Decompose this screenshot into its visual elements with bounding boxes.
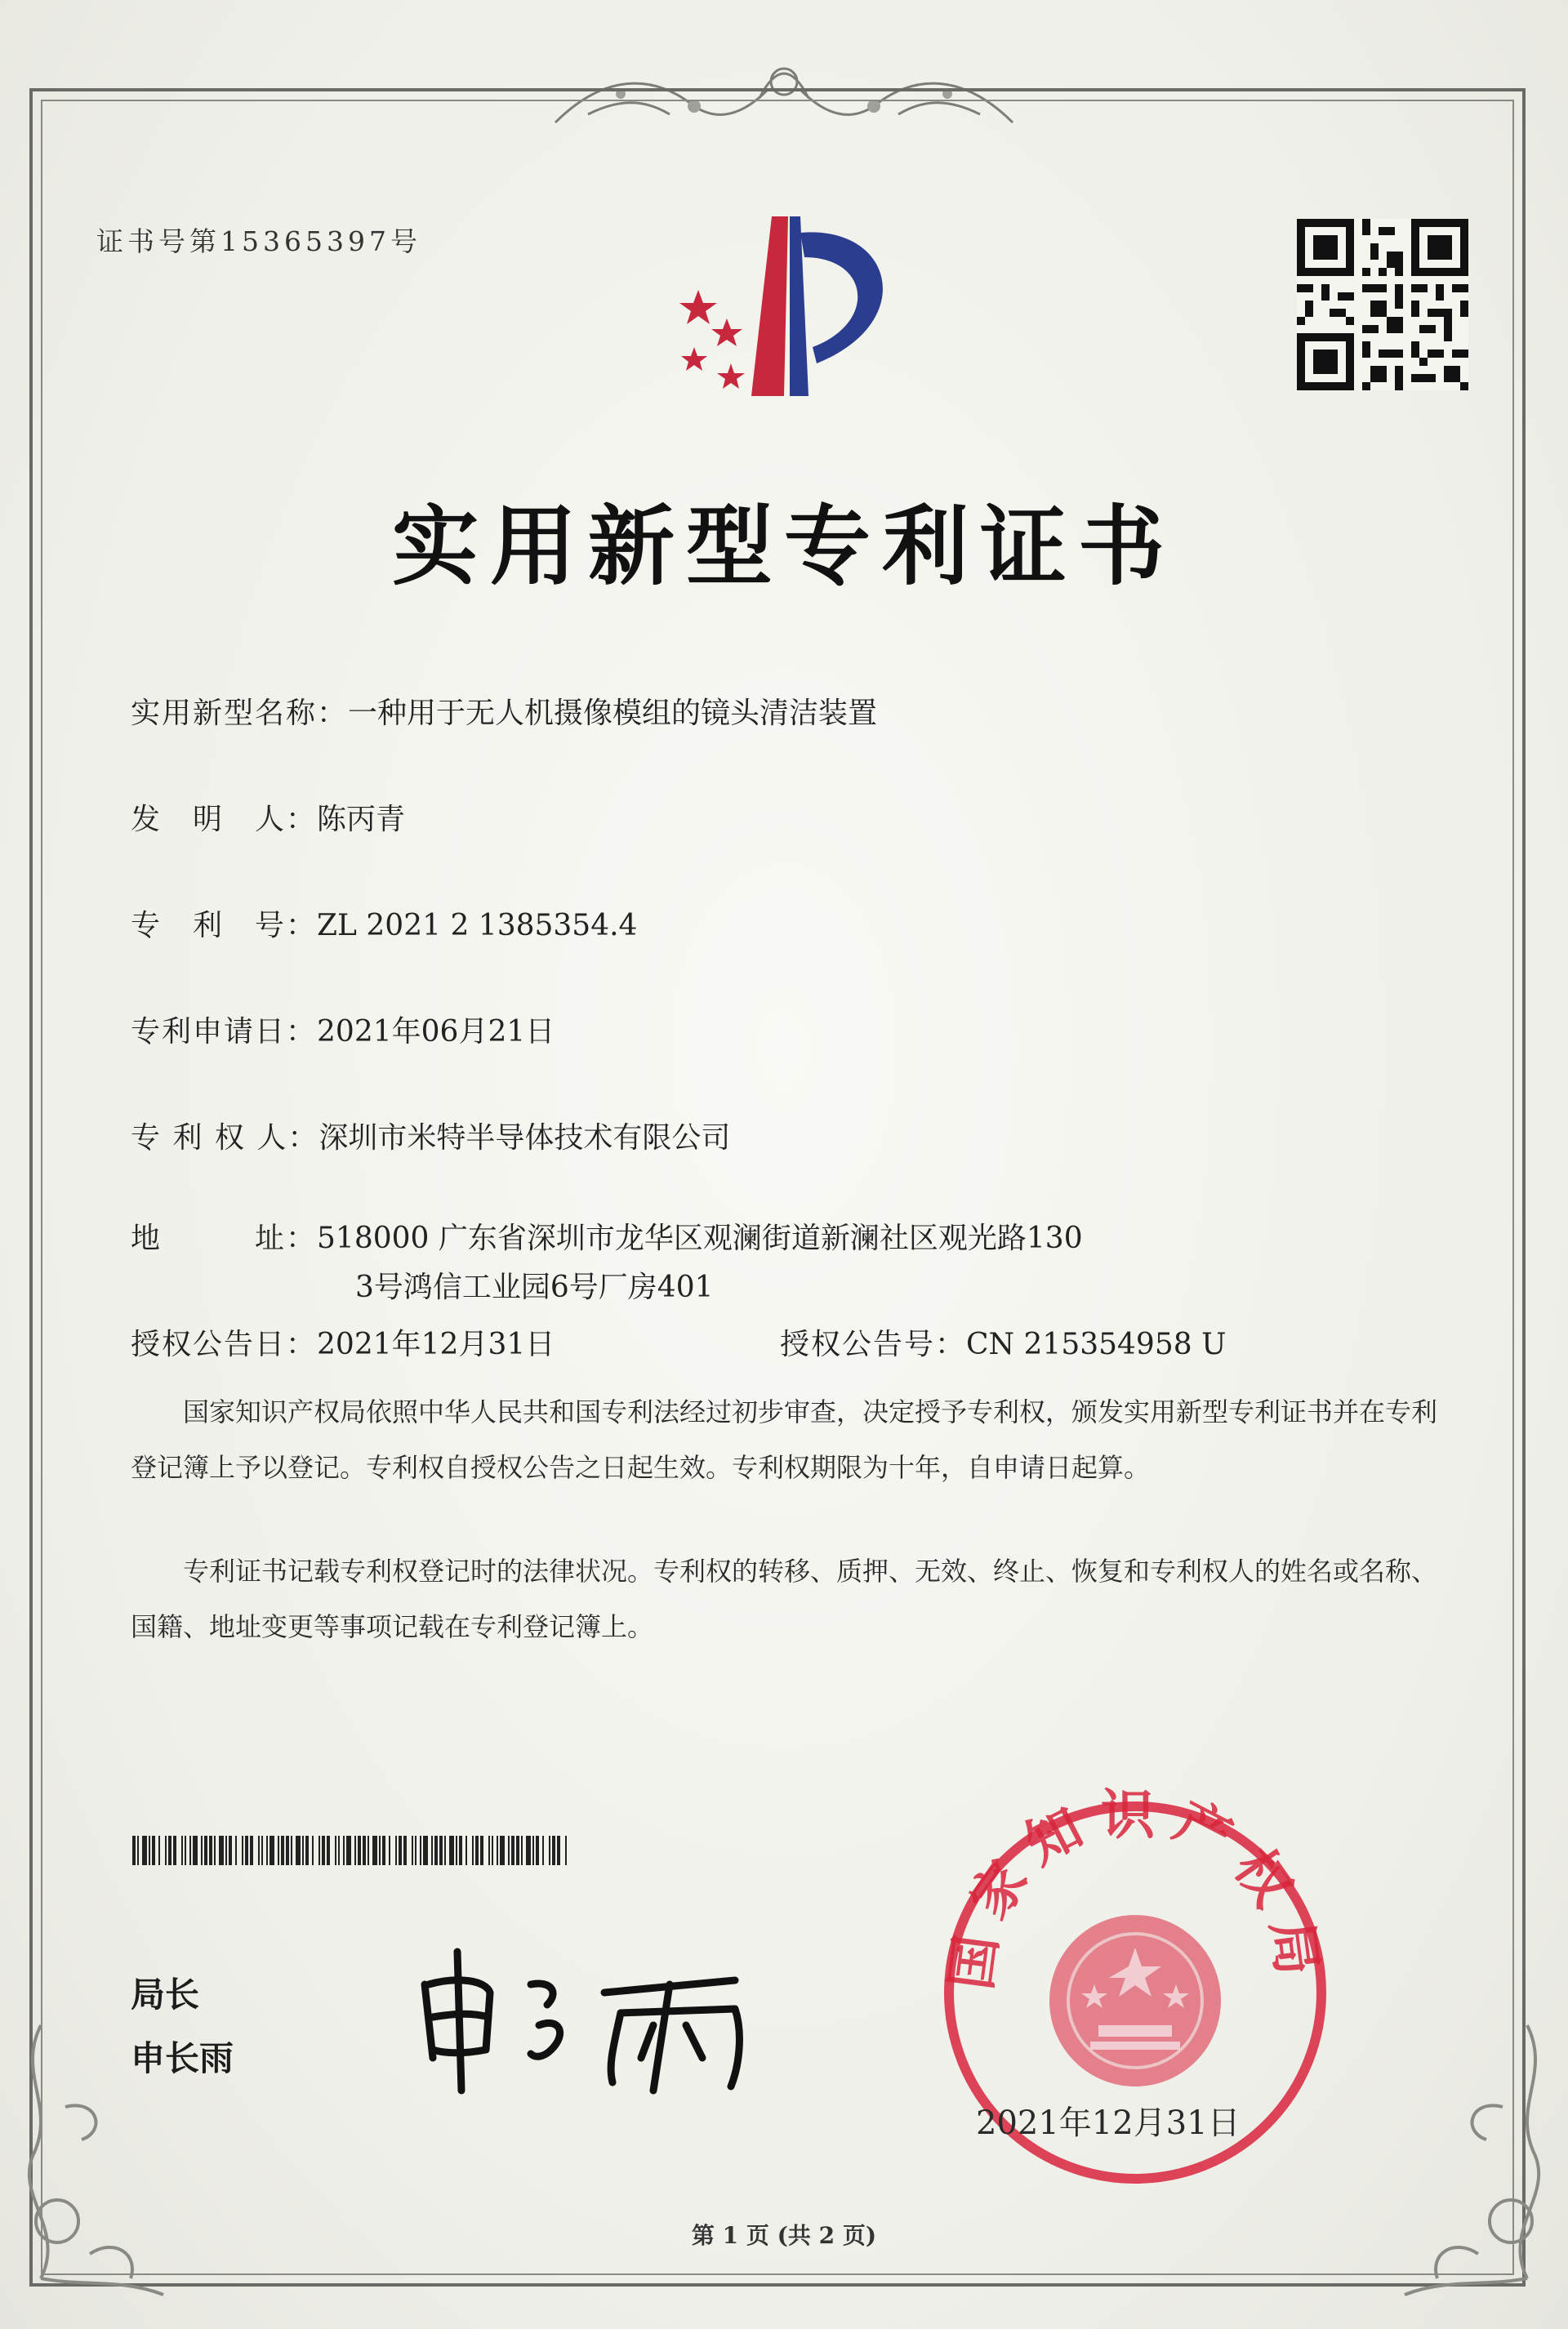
field-patent-no-row — [131, 902, 637, 944]
field-grant-no-row — [780, 1321, 1226, 1363]
field-patent-no-label: 专 利 号： — [131, 909, 318, 942]
field-holder-value: 深圳市米特半导体技术有限公司 — [318, 1121, 731, 1155]
field-grant-date-label: 授权公告日： — [131, 1328, 318, 1361]
field-address-line2: 3号鸿信工业园6号厂房401 — [355, 1271, 714, 1304]
legal-paragraph-2: 专利证书记载专利权登记时的法律状况。专利权的转移、质押、无效、终止、恢复和专利权人的姓名或名称、国籍、地址变更等事项记载在专利登记簿上。 — [131, 1556, 1438, 1642]
certificate-number: 证书号第15365397号 — [96, 225, 421, 257]
field-holder-label: 专 利 权 人： — [131, 1121, 319, 1155]
field-inventor-label: 发 明 人： — [131, 803, 318, 836]
field-inventor-value: 陈丙青 — [317, 803, 406, 836]
field-address-row — [131, 1215, 1083, 1257]
certificate-title: 实用新型专利证书 — [392, 497, 1176, 597]
field-name-value: 一种用于无人机摄像模组的镜头清洁装置 — [348, 697, 878, 730]
field-grant-date-row — [131, 1321, 555, 1363]
field-grant-no-label: 授权公告号： — [780, 1328, 967, 1361]
svg-text:国家知识产权局: 国家知识产权局 — [939, 1783, 1331, 1993]
bottom-right-ornament-icon — [1380, 2009, 1560, 2319]
field-inventor-row — [131, 796, 405, 838]
field-grant-no-value: CN 215354958 U — [966, 1328, 1227, 1361]
bottom-left-ornament-icon — [8, 2009, 188, 2319]
field-name-row — [131, 690, 877, 732]
field-address-line1: 518000 广东省深圳市龙华区观澜街道新澜社区观光路130 — [317, 1222, 1083, 1255]
signature-name: 申长雨 — [131, 2038, 234, 2078]
legal-paragraph-1: 国家知识产权局依照中华人民共和国专利法经过初步审查，决定授予专利权，颁发实用新型专利证书并在专利登记簿上予以登记。专利权自授权公告之日起生效。专利权期限为十年，自申请日起算。 — [131, 1396, 1438, 1483]
handwritten-signature-icon — [408, 1935, 784, 2099]
field-address-label: 地 址： — [131, 1222, 318, 1255]
field-patent-no-value: ZL 2021 2 1385354.4 — [317, 909, 638, 942]
field-name-label: 实用新型名称： — [131, 697, 349, 730]
field-grant-date-value: 2021年12月31日 — [317, 1328, 555, 1361]
field-app-date-label: 专利申请日： — [131, 1015, 318, 1049]
qr-code-icon — [1297, 219, 1468, 390]
signature-title: 局长 — [131, 1975, 200, 2015]
cnipa-logo-icon — [649, 200, 919, 404]
field-app-date-value: 2021年06月21日 — [317, 1015, 555, 1049]
field-holder-row — [131, 1115, 730, 1156]
page-number: 第 1 页 (共 2 页) — [691, 2222, 877, 2249]
barcode-icon — [132, 1836, 568, 1865]
seal-date: 2021年12月31日 — [976, 2104, 1241, 2142]
field-app-date-row — [131, 1009, 555, 1050]
